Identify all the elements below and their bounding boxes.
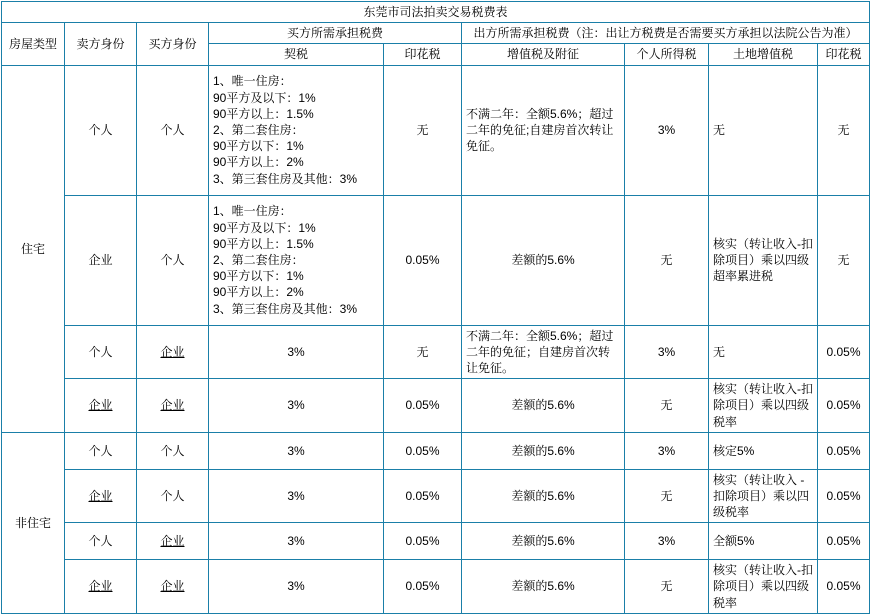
table-row (2, 432, 870, 469)
cell-stamp-tax-buyer: 0.05% (384, 469, 462, 523)
cell-vat: 差额的5.6% (462, 379, 625, 433)
cell-seller: 企业 (65, 469, 137, 523)
cell-income-tax: 无 (625, 469, 709, 523)
header-house-type: 房屋类型 (2, 23, 65, 65)
cell-seller: 个人 (65, 432, 137, 469)
cell-seller: 企业 (65, 560, 137, 614)
cell-deed-tax: 3% (209, 560, 384, 614)
cell-vat: 差额的5.6% (462, 432, 625, 469)
cell-stamp-tax-seller: 0.05% (818, 379, 870, 433)
cell-buyer: 个人 (137, 65, 209, 195)
cell-stamp-tax-buyer: 0.05% (384, 432, 462, 469)
cell-land-vat: 无 (709, 325, 818, 379)
cell-vat: 不满二年：全额5.6%；超过二年的免征;自建房首次转让免征。 (462, 65, 625, 195)
header-group-buyer-fees: 买方所需承担税费 (209, 23, 462, 44)
header-deed-tax: 契税 (209, 44, 384, 65)
header-group-seller-fees: 出方所需承担税费（注：出让方税费是否需要买方承担以法院公告为准） (462, 23, 870, 44)
cell-vat: 差额的5.6% (462, 195, 625, 325)
cell-vat: 差额的5.6% (462, 560, 625, 614)
cell-seller: 个人 (65, 523, 137, 560)
header-buyer-identity: 买方身份 (137, 23, 209, 65)
cell-deed-tax: 1、唯一住房： 90平方及以下：1% 90平方以上：1.5% 2、第二套住房： 90平方以下：1% 90平方以上：2% 3、第三套住房及其他：3% (209, 65, 384, 195)
cell-stamp-tax-seller: 0.05% (818, 469, 870, 523)
header-land-vat: 土地增值税 (709, 44, 818, 65)
cell-buyer: 个人 (137, 432, 209, 469)
cell-land-vat: 核实（转让收入-扣除项目）乘以四级超率累进税 (709, 195, 818, 325)
cell-stamp-tax-buyer: 0.05% (384, 195, 462, 325)
cell-land-vat: 核实（转让收入-扣除项目）乘以四级税率 (709, 379, 818, 433)
cell-seller: 个人 (65, 65, 137, 195)
cell-income-tax: 3% (625, 65, 709, 195)
cell-land-vat: 无 (709, 65, 818, 195)
cell-stamp-tax-seller: 0.05% (818, 325, 870, 379)
category-residential: 住宅 (2, 65, 65, 432)
table-row (2, 325, 870, 379)
table-row (2, 195, 870, 325)
cell-vat: 差额的5.6% (462, 469, 625, 523)
page-title: 东莞市司法拍卖交易税费表 (2, 2, 870, 23)
table-row (2, 560, 870, 614)
cell-income-tax: 3% (625, 325, 709, 379)
header-seller-identity: 卖方身份 (65, 23, 137, 65)
cell-land-vat: 核实（转让收入-扣除项目）乘以四级税率 (709, 560, 818, 614)
cell-buyer: 企业 (137, 560, 209, 614)
cell-vat: 差额的5.6% (462, 523, 625, 560)
cell-stamp-tax-buyer: 无 (384, 65, 462, 195)
cell-stamp-tax-buyer: 0.05% (384, 560, 462, 614)
table-row (2, 523, 870, 560)
cell-vat: 不满二年：全额5.6%；超过二年的免征；自建房首次转让免征。 (462, 325, 625, 379)
cell-stamp-tax-seller: 0.05% (818, 523, 870, 560)
cell-deed-tax: 3% (209, 469, 384, 523)
cell-deed-tax: 3% (209, 325, 384, 379)
header-vat: 增值税及附征 (462, 44, 625, 65)
cell-deed-tax: 1、唯一住房： 90平方及以下：1% 90平方以上：1.5% 2、第二套住房： 90平方以下：1% 90平方以上：2% 3、第三套住房及其他：3% (209, 195, 384, 325)
cell-land-vat: 核实（转让收入 -扣除项目）乘以四级税率 (709, 469, 818, 523)
cell-land-vat: 核定5% (709, 432, 818, 469)
cell-stamp-tax-seller: 0.05% (818, 560, 870, 614)
cell-stamp-tax-buyer: 0.05% (384, 379, 462, 433)
cell-seller: 企业 (65, 195, 137, 325)
cell-land-vat: 全额5% (709, 523, 818, 560)
cell-income-tax: 3% (625, 432, 709, 469)
cell-stamp-tax-seller: 无 (818, 65, 870, 195)
cell-buyer: 个人 (137, 195, 209, 325)
header-income-tax: 个人所得税 (625, 44, 709, 65)
cell-income-tax: 3% (625, 523, 709, 560)
header-stamp-tax-seller: 印花税 (818, 44, 870, 65)
cell-income-tax: 无 (625, 379, 709, 433)
cell-stamp-tax-seller: 无 (818, 195, 870, 325)
cell-deed-tax: 3% (209, 379, 384, 433)
cell-income-tax: 无 (625, 560, 709, 614)
table-row (2, 65, 870, 195)
cell-buyer: 企业 (137, 379, 209, 433)
cell-income-tax: 无 (625, 195, 709, 325)
cell-stamp-tax-buyer: 无 (384, 325, 462, 379)
table-row (2, 469, 870, 523)
title-row (2, 2, 870, 23)
cell-buyer: 个人 (137, 469, 209, 523)
cell-stamp-tax-buyer: 0.05% (384, 523, 462, 560)
cell-buyer: 企业 (137, 325, 209, 379)
cell-deed-tax: 3% (209, 432, 384, 469)
cell-stamp-tax-seller: 0.05% (818, 432, 870, 469)
tax-table (1, 1, 870, 614)
cell-seller: 企业 (65, 379, 137, 433)
cell-seller: 个人 (65, 325, 137, 379)
cell-deed-tax: 3% (209, 523, 384, 560)
table-row (2, 379, 870, 433)
header-stamp-tax-buyer: 印花税 (384, 44, 462, 65)
tax-table-sheet (0, 1, 870, 610)
header-group-row (2, 23, 870, 44)
cell-buyer: 企业 (137, 523, 209, 560)
category-non-residential: 非住宅 (2, 432, 65, 613)
